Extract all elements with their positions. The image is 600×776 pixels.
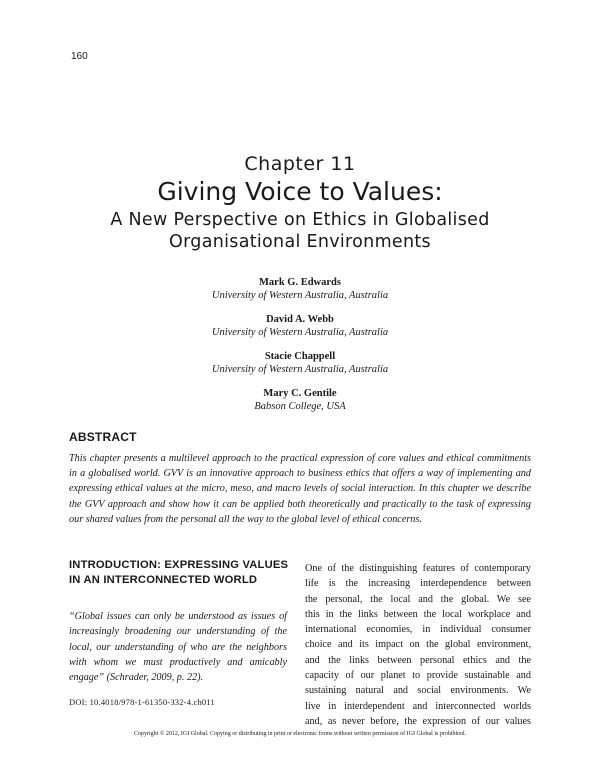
chapter-subtitle bbox=[40, 209, 560, 253]
body-line: live in interdependent and interconnected worlds bbox=[305, 700, 531, 712]
subtitle-line: A New Perspective on Ethics in Globalised bbox=[110, 210, 490, 230]
body-line: sustaining natural and social environments. We bbox=[305, 685, 531, 697]
author-affiliation: University of Western Australia, Australia bbox=[211, 290, 389, 301]
subtitle-line: Organisational Environments bbox=[169, 232, 431, 252]
introduction-body bbox=[305, 561, 531, 729]
author-affiliation: University of Western Australia, Australia bbox=[211, 327, 389, 338]
author-name: Mark G. Edwards bbox=[259, 277, 341, 288]
epigraph-quote: “Global issues can only be understood as issues of increasingly broadening our understanding of the local, our understanding of who are the neighbors with whom we must productively and amicably engage” (Schrader, 2009, p. 22). bbox=[69, 611, 287, 684]
body-line: and, as never before, the expression of our values bbox=[305, 715, 531, 727]
body-line: One of the distinguishing features of contemporary bbox=[305, 563, 531, 574]
author-block bbox=[100, 276, 500, 302]
author-block bbox=[100, 313, 500, 339]
doi-text: DOI: 10.4018/978-1-61350-332-4.ch011 bbox=[69, 697, 215, 707]
body-line: the personal, the local and the global. We see bbox=[305, 593, 531, 605]
chapter-title: Giving Voice to Values: bbox=[157, 177, 443, 206]
author-affiliation: Babson College, USA bbox=[254, 401, 346, 412]
copyright-notice: Copyright © 2012, IGI Global. Copying or distributing in print or electronic forms without written permission of IGI Global is prohibited. bbox=[133, 731, 466, 737]
introduction-heading: INTRODUCTION: EXPRESSING VALUES IN AN INTERCONNECTED WORLD bbox=[69, 559, 289, 586]
body-line: choice and its impact on the global environment, bbox=[305, 639, 531, 651]
body-line: and the links between personal ethics and the bbox=[305, 654, 531, 666]
author-block bbox=[100, 387, 500, 413]
abstract-heading: ABSTRACT bbox=[69, 430, 137, 444]
abstract-text: This chapter presents a multilevel approach to the practical expression of core values and ethical commitments in a globalised world. GVV is an innovative approach to business ethics that offers a way of implementing and expressing ethical values at the micro, meso, and macro levels of social interaction. In this chapter we describe the GVV approach and show how it can be applied both theoretically and practically to the task of expressing our shared values from the personal all the way to the global level of ethical concerns. bbox=[69, 453, 531, 525]
author-affiliation: University of Western Australia, Australia bbox=[211, 364, 389, 375]
body-line: life is the increasing interdependence between bbox=[305, 578, 531, 590]
author-name: Stacie Chappell bbox=[264, 351, 336, 362]
chapter-label: Chapter 11 bbox=[244, 153, 356, 175]
author-list bbox=[100, 276, 500, 424]
author-name: Mary C. Gentile bbox=[263, 388, 337, 399]
body-line: capacity of our planet to provide sustainable and bbox=[305, 670, 531, 682]
body-line: international economies, in individual consumer bbox=[305, 624, 531, 636]
body-line: this in the links between the local workplace and bbox=[305, 608, 531, 620]
page-number: 160 bbox=[71, 51, 88, 62]
author-block bbox=[100, 350, 500, 376]
author-name: David A. Webb bbox=[266, 314, 334, 325]
